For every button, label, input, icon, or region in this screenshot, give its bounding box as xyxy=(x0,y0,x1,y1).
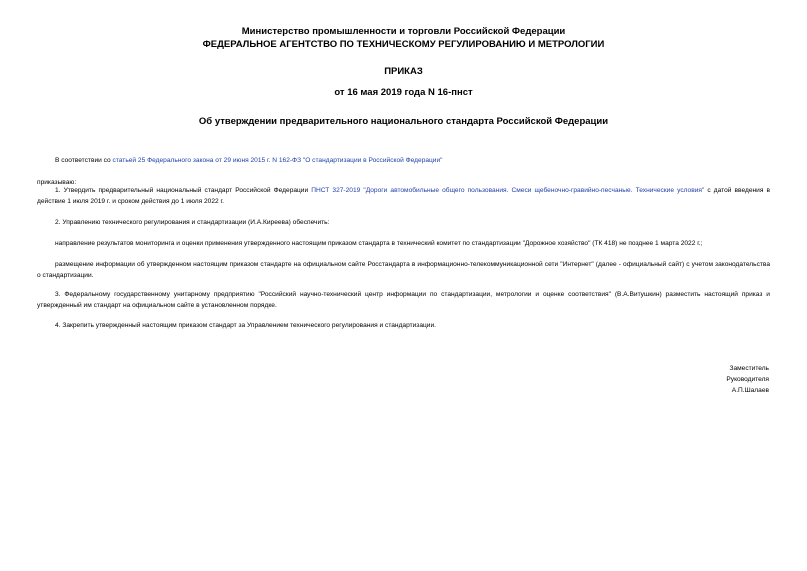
paragraph-item-1 xyxy=(37,186,770,207)
paragraph-basis xyxy=(37,156,770,167)
date-number: от 16 мая 2019 года N 16-пнст xyxy=(334,87,473,98)
item-1-suffix: с датой введения в действие 1 июля 2019 г. и сроком действия до 1 июля 2022 г. xyxy=(37,187,770,205)
basis-prefix: В соответствии со xyxy=(55,157,113,164)
paragraph-item-3: 3. Федеральному государственному унитарному предприятию "Российский научно-технический центр информации по стандартизации, метрологии и оценке соответствия" (В.А.Витушкин) разместить настоящий приказ и утвержденный им стандарт на официальном сайте в установленном порядке. xyxy=(37,291,770,309)
federal-law-link[interactable]: статьей 25 Федерального закона от 29 июня 2015 г. N 162-ФЗ "О стандартизации в Российской Федерации" xyxy=(112,157,443,164)
signature-name: А.П.Шалаев xyxy=(731,387,769,394)
item-1-prefix: 1. Утвердить предварительный национальный стандарт Российской Федерации xyxy=(55,187,312,194)
document-type: ПРИКАЗ xyxy=(384,66,423,77)
ministry-title: Министерство промышленности и торговли Российской Федерации xyxy=(241,26,566,37)
paragraph-item-2-publication: размещение информации об утвержденном настоящим приказом стандарте на официальном сайте Росстандарта в информационно-телекоммуникационной сети "Интернет" (далее - официальный сайт) с учетом законодательства о стандартизации. xyxy=(37,261,770,279)
document-subject: Об утверждении предварительного национального стандарта Российской Федерации xyxy=(198,116,609,127)
signature-position-1: Заместитель xyxy=(729,365,769,372)
paragraph-item-4: 4. Закрепить утвержденный настоящим приказом стандарт за Управлением технического регулирования и стандартизации. xyxy=(55,322,436,329)
paragraph-order-word: приказываю: xyxy=(37,179,77,186)
paragraph-item-2: 2. Управлению технического регулирования и стандартизации (И.А.Киреева) обеспечить: xyxy=(55,219,330,226)
paragraph-item-2-monitoring: направление результатов мониторинга и оценки применения утвержденного настоящим приказом стандарта в технический комитет по стандартизации "Дорожное хозяйство" (ТК 418) не позднее 1 марта 2022 г.; xyxy=(55,240,703,247)
standard-link[interactable]: ПНСТ 327-2019 "Дороги автомобильные общего пользования. Смеси щебеночно-гравийно-песчаные. Технические условия" xyxy=(311,187,705,194)
signature-position-2: Руководителя xyxy=(726,376,769,383)
agency-title: ФЕДЕРАЛЬНОЕ АГЕНТСТВО ПО ТЕХНИЧЕСКОМУ РЕГУЛИРОВАНИЮ И МЕТРОЛОГИИ xyxy=(202,39,605,50)
